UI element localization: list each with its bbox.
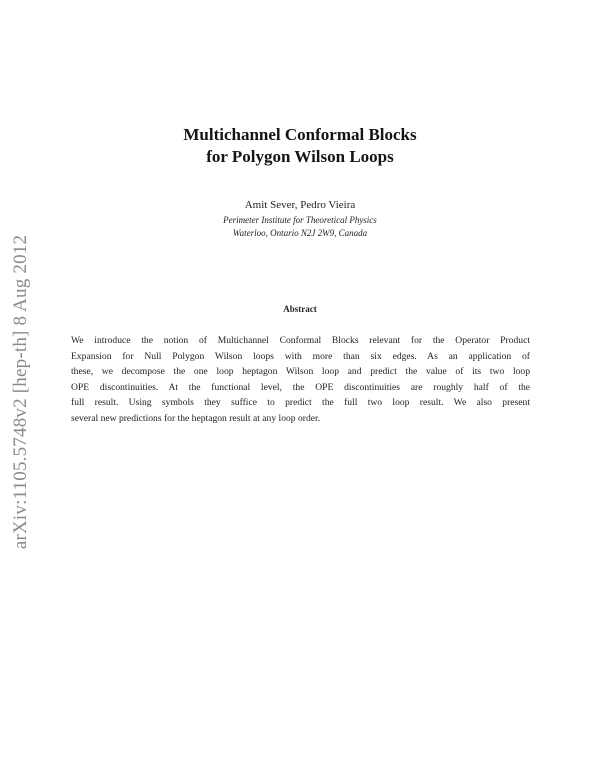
affiliation (0, 214, 600, 240)
abstract-line: OPE discontinuities. At the functional level, the OPE discontinuities are roughly half of the (71, 381, 530, 393)
author-list: Amit Sever, Pedro Vieira (244, 199, 356, 211)
arxiv-margin-stamp: arXiv:1105.5748v2 [hep-th] 8 Aug 2012 (10, 234, 31, 550)
abstract-heading: Abstract (283, 304, 317, 314)
affiliation-line-1: Perimeter Institute for Theoretical Physics (223, 215, 377, 225)
affiliation-line-2: Waterloo, Ontario N2J 2W9, Canada (232, 228, 368, 238)
abstract-line: these, we decompose the one loop heptagon Wilson loop and predict the value of its two loop (71, 366, 530, 378)
title-line-2: for Polygon Wilson Loops (206, 147, 394, 166)
title-line-1: Multichannel Conformal Blocks (183, 125, 417, 144)
abstract-line: full result. Using symbols they suffice to predict the full two loop result. We also present (71, 397, 530, 409)
abstract-line: We introduce the notion of Multichannel Conformal Blocks relevant for the Operator Product (71, 335, 530, 346)
abstract-body (71, 333, 530, 427)
abstract-line: Expansion for Null Polygon Wilson loops with more than six edges. As an application of (71, 350, 530, 362)
paper-title (0, 124, 600, 168)
abstract-line: several new predictions for the heptagon result at any loop order. (71, 412, 321, 424)
